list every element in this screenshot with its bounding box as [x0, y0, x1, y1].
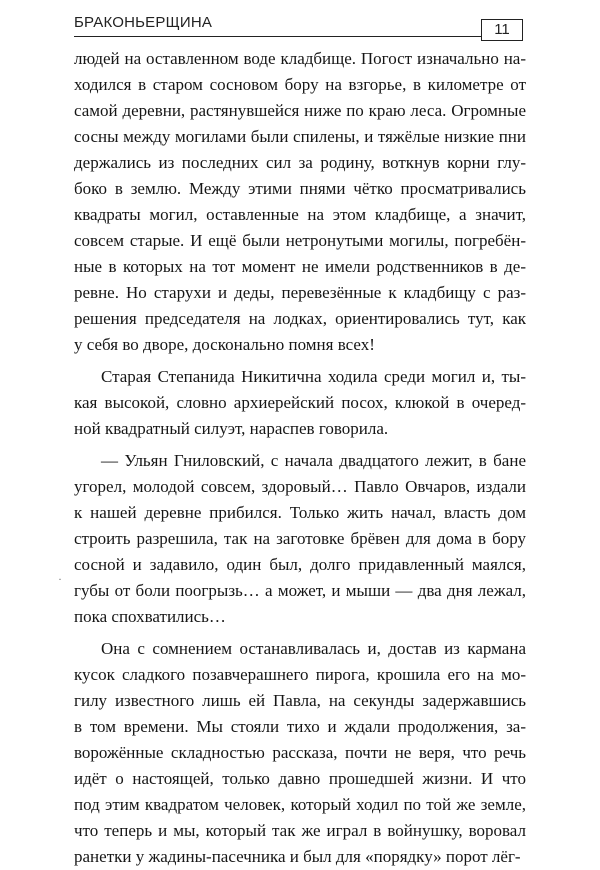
text-line: решения председателя на лодках, ориентировались тут, как — [74, 309, 526, 328]
text-line: людей на оставленном воде кладбище. Погост изначально на- — [74, 49, 526, 68]
text-line: губы от боли поогрызь… а может, и мыши — два дня лежал, — [74, 581, 526, 600]
text-line: Она с сомнением останавливалась и, достав из кармана — [101, 639, 526, 658]
text-line: в том времени. Мы стояли тихо и ждали продолжения, за- — [74, 717, 526, 736]
text-line: кая высокой, словно архиерейский посох, клюкой в очеред- — [74, 393, 526, 412]
text-line: ревне. Но старухи и деды, перевезённые к кладбищу с раз- — [74, 283, 526, 302]
text-line: у себя во дворе, досконально помня всех! — [74, 335, 375, 354]
text-line: ходился в старом сосновом бору на взгорье, в километре от — [74, 75, 526, 94]
text-line: квадраты могил, оставленные на этом кладбище, а значит, — [74, 205, 526, 224]
text-line: под этим квадратом человек, который ходил по той же земле, — [74, 795, 526, 814]
body-text — [74, 46, 526, 870]
text-line: сосной и задавило, один был, долго придавленный маялся, — [74, 555, 526, 574]
text-line: самой деревни, растянувшейся ниже по краю леса. Огромные — [74, 101, 526, 120]
text-line: сосны между могилами были спилены, и тяжёлые низкие пни — [74, 127, 526, 146]
paragraph — [74, 46, 526, 358]
page-number: 11 — [481, 19, 523, 41]
text-line: гилу известного лишь ей Павла, на секунды задержавшись — [74, 691, 526, 710]
text-line: кусок сладкого позавчерашнего пирога, крошила его на мо- — [74, 665, 526, 684]
text-line: ранетки у жадины-пасечника и был для «порядку» порот лёг- — [74, 847, 521, 866]
text-line: совсем старые. И ещё были нетронутыми могилы, погребён- — [74, 231, 526, 250]
text-line: ной квадратный силуэт, нараспев говорила. — [74, 419, 389, 438]
text-line: строить разрешила, так на заготовке брёвен для дома в бору — [74, 529, 526, 548]
margin-mark: · — [58, 572, 62, 586]
text-line: пока спохватились… — [74, 607, 226, 626]
text-line: Старая Степанида Никитична ходила среди могил и, ты- — [101, 367, 526, 386]
running-title: БРАКОНЬЕРЩИНА — [74, 14, 213, 31]
paragraph — [74, 636, 526, 870]
paragraph — [74, 448, 526, 630]
text-line: держались из последних сил за родину, воткнув корни глу- — [74, 153, 526, 172]
text-line: что теперь и мы, который так же играл в войнушку, воровал — [74, 821, 526, 840]
text-line: — Ульян Гниловский, с начала двадцатого лежит, в бане — [101, 451, 526, 470]
paragraph — [74, 364, 526, 442]
text-line: боко в землю. Между этими пнями чётко просматривались — [74, 179, 526, 198]
text-line: к нашей деревне прибился. Только жить начал, власть дом — [74, 503, 526, 522]
text-line: ворожённые складностью рассказа, почти не веря, что речь — [74, 743, 526, 762]
text-line: идёт о настоящей, только давно прошедшей жизни. И что — [74, 769, 526, 788]
text-line: ные в которых на тот момент не имели родственников в де- — [74, 257, 526, 276]
text-line: угорел, молодой совсем, здоровый… Павло Овчаров, издали — [74, 477, 526, 496]
header-rule — [74, 36, 481, 37]
